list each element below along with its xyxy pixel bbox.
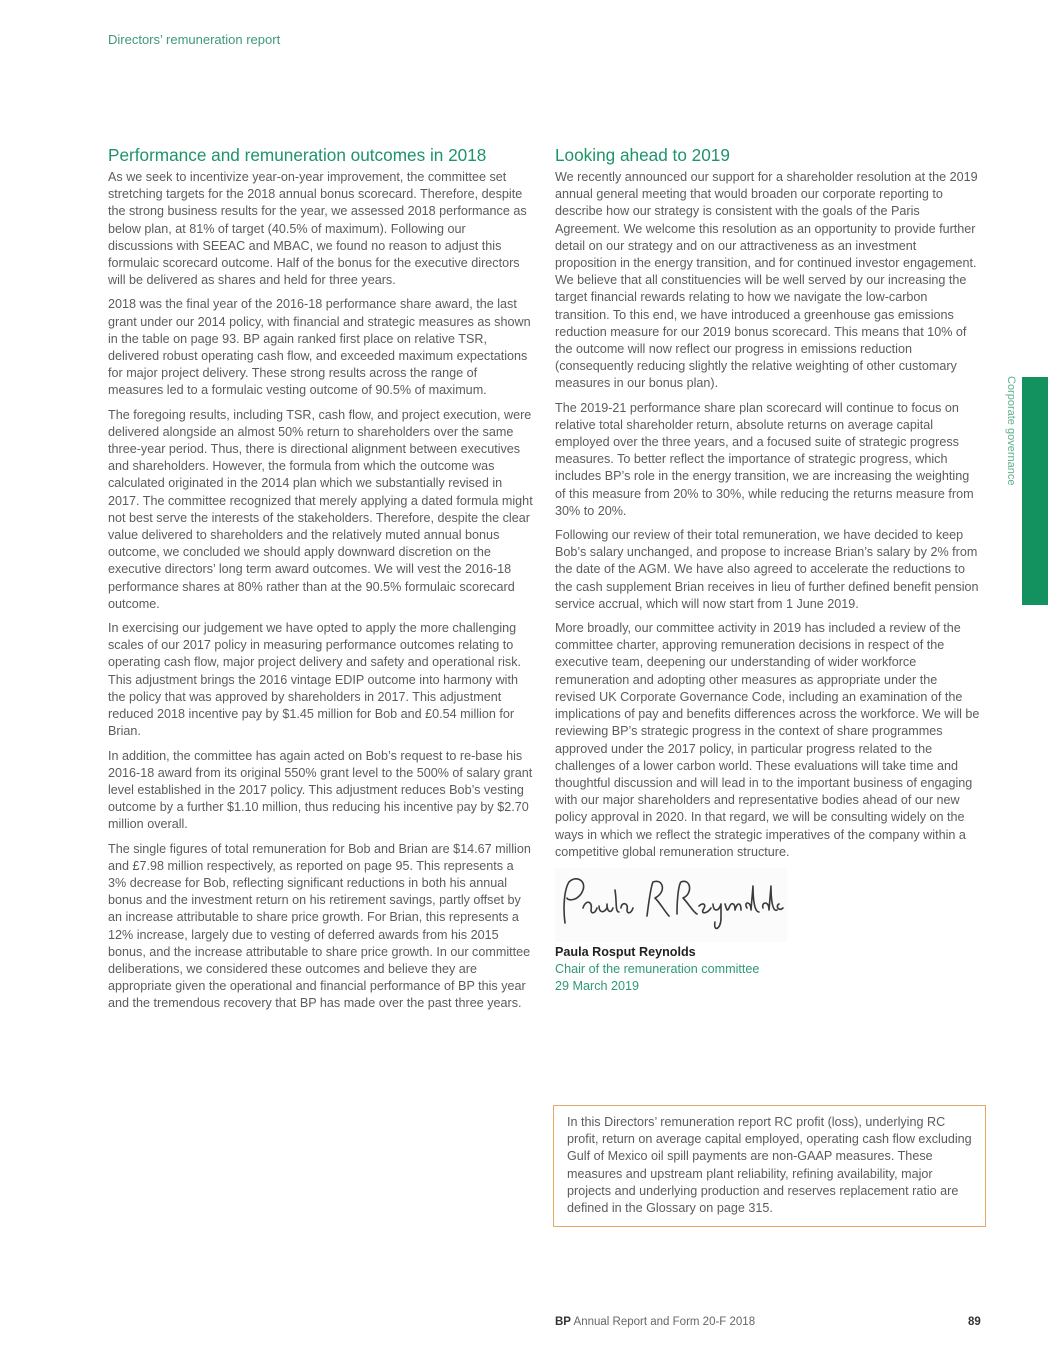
signatory-name: Paula Rosput Reynolds xyxy=(555,944,696,959)
handwritten-signature-icon xyxy=(555,868,787,942)
paragraph: The single figures of total remuneration for Bob and Brian are $14.67 million and £7.98 million respectively, as reported on page 95. This represents a 3% decrease for Bob, reflecting significant reductions in both his annual bonus and the investment return on his retirement savings, partly offset by an increase attributable to share price growth. For Brian, this represents a 12% increase, largely due to vesting of deferred awards from his 2015 bonus, and the increase attributable to share price growth. In our committee deliberations, we considered these outcomes and believe they are appropriate given the operational and financial performance of BP this year and the tremendous recovery that BP has made over the past three years. xyxy=(108,841,531,1011)
right-column xyxy=(555,144,981,995)
signature-image xyxy=(555,868,787,942)
running-header: Directors’ remuneration report xyxy=(108,32,281,47)
signatory-role: Chair of the remuneration committee xyxy=(555,961,760,976)
signature-date: 29 March 2019 xyxy=(555,978,640,993)
page-number: 89 xyxy=(968,1316,981,1328)
paragraph: In exercising our judgement we have opted to apply the more challenging scales of our 2017 policy in measuring performance outcomes relating to operating cash flow, major project delivery and safety and operational risk. This adjustment brings the 2016 vintage EDIP outcome into harmony with the policy that was approved by shareholders in 2017. This adjustment reduced 2018 incentive pay by $1.45 million for Bob and £0.54 million for Brian. xyxy=(108,621,522,739)
non-gaap-note-box xyxy=(553,1105,986,1227)
note-text: In this Directors’ remuneration report RC profit (loss), underlying RC profit, return on average capital employed, operating cash flow excluding Gulf of Mexico oil spill payments are non-GAAP measures. These measures and upstream plant reliability, refining availability, major projects and underlying production and reserves replacement ratio are defined in the Glossary on page 315. xyxy=(567,1115,972,1216)
paragraph: The foregoing results, including TSR, cash flow, and project execution, were delivered alongside an almost 50% return to shareholders over the same three-year period. Thus, there is directional alignment between executives and shareholders. However, the formula from which the outcome was calculated originated in the 2014 plan which we substantially revised in 2017. The committee recognized that merely applying a dated formula might not best serve the interests of the stakeholders. Therefore, despite the clear value delivered to shareholders and the relatively muted annual bonus outcome, we concluded we should apply downward discretion on the executive directors’ long term award outcomes. We will vest the 2016-18 performance shares at 80% rather than at the 90.5% formulaic scorecard outcome. xyxy=(108,407,533,611)
section-tab-marker xyxy=(1022,377,1048,605)
section-heading-looking-ahead: Looking ahead to 2019 xyxy=(555,145,730,165)
paragraph: More broadly, our committee activity in 2019 has included a review of the committee charter, approving remuneration decisions in respect of the executive team, deepening our understanding of wider workforce remuneration and adopting other measures as appropriate under the revised UK Corporate Governance Code, including an examination of the implications of pay and benefits differences across the workforce. We will be reviewing BP’s strategic progress in the context of share programmes approved under the 2017 policy, in particular progress related to the challenges of a lower carbon world. These evaluations will take time and thoughtful discussion and will lead in to the important business of engaging with our major shareholders and representative bodies ahead of our new policy approval in 2020. In that regard, we will be consulting widely on the ways in which we reflect the strategic imperatives of the company within a competitive global remuneration structure. xyxy=(555,621,980,859)
footer-publication: Annual Report and Form 20-F 2018 xyxy=(573,1316,756,1328)
footer-brand: BP xyxy=(555,1316,571,1328)
section-tab-label: Corporate governance xyxy=(1005,376,1017,486)
paragraph: As we seek to incentivize year-on-year improvement, the committee set stretching targets for the 2018 annual bonus scorecard. Therefore, despite the strong business results for the year, we assessed 2018 performance as below plan, at 81% of target (40.5% of maximum). Following our discussions with SEEAC and MBAC, we found no reason to adjust this formulaic scorecard outcome. Half of the bonus for the executive directors will be delivered as shares and held for three years. xyxy=(108,170,527,288)
section-heading-performance: Performance and remuneration outcomes in 2018 xyxy=(108,145,487,165)
paragraph: The 2019-21 performance share plan scorecard will continue to focus on relative total shareholder return, absolute returns on average capital employed over the three years, and a focused suite of strategic progress measures. To better reflect the importance of strategic progress, which includes BP’s role in the energy transition, we are increasing the weighting of this measure from 20% to 30%, while reducing the returns measure from 30% to 20%. xyxy=(555,400,974,518)
footer xyxy=(555,1316,755,1328)
left-column xyxy=(108,144,534,1020)
paragraph: Following our review of their total remuneration, we have decided to keep Bob’s salary unchanged, and propose to increase Brian’s salary by 2% from the date of the AGM. We have also agreed to accelerate the reductions to the cash supplement Brian receives in lieu of further defined benefit pension service accrual, which will now start from 1 June 2019. xyxy=(555,528,979,611)
paragraph: 2018 was the final year of the 2016-18 performance share award, the last grant under our 2014 policy, with financial and strategic measures as shown in the table on page 93. BP again ranked first place on relative TSR, delivered robust operating cash flow, and exceeded maximum expectations for major project delivery. These strong results across the range of measures led to a formulaic vesting outcome of 90.5% of maximum. xyxy=(108,297,531,398)
paragraph: We recently announced our support for a shareholder resolution at the 2019 annual general meeting that would broaden our corporate reporting to describe how our strategy is consistent with the goals of the Paris Agreement. We welcome this resolution as an opportunity to provide further detail on our strategy and on our attractiveness as an investment proposition in the energy transition, and for continued investor engagement. We believe that all constituencies will be well served by our increasing the target financial rewards relating to how we navigate the low-carbon transition. To this end, we have introduced a greenhouse gas emissions reduction measure for our 2019 bonus scorecard. This means that 10% of the outcome will now reflect our progress in emissions reduction (consequently reducing slightly the relative weighting of other customary measures in our bonus plan). xyxy=(555,170,978,391)
paragraph: In addition, the committee has again acted on Bob’s request to re-base his 2016-18 award from its original 550% grant level to the 500% of salary grant level established in the 2017 policy. This adjustment reduces Bob’s vesting outcome by a further $1.10 million, thus reducing his incentive pay by $2.70 million overall. xyxy=(108,748,533,832)
